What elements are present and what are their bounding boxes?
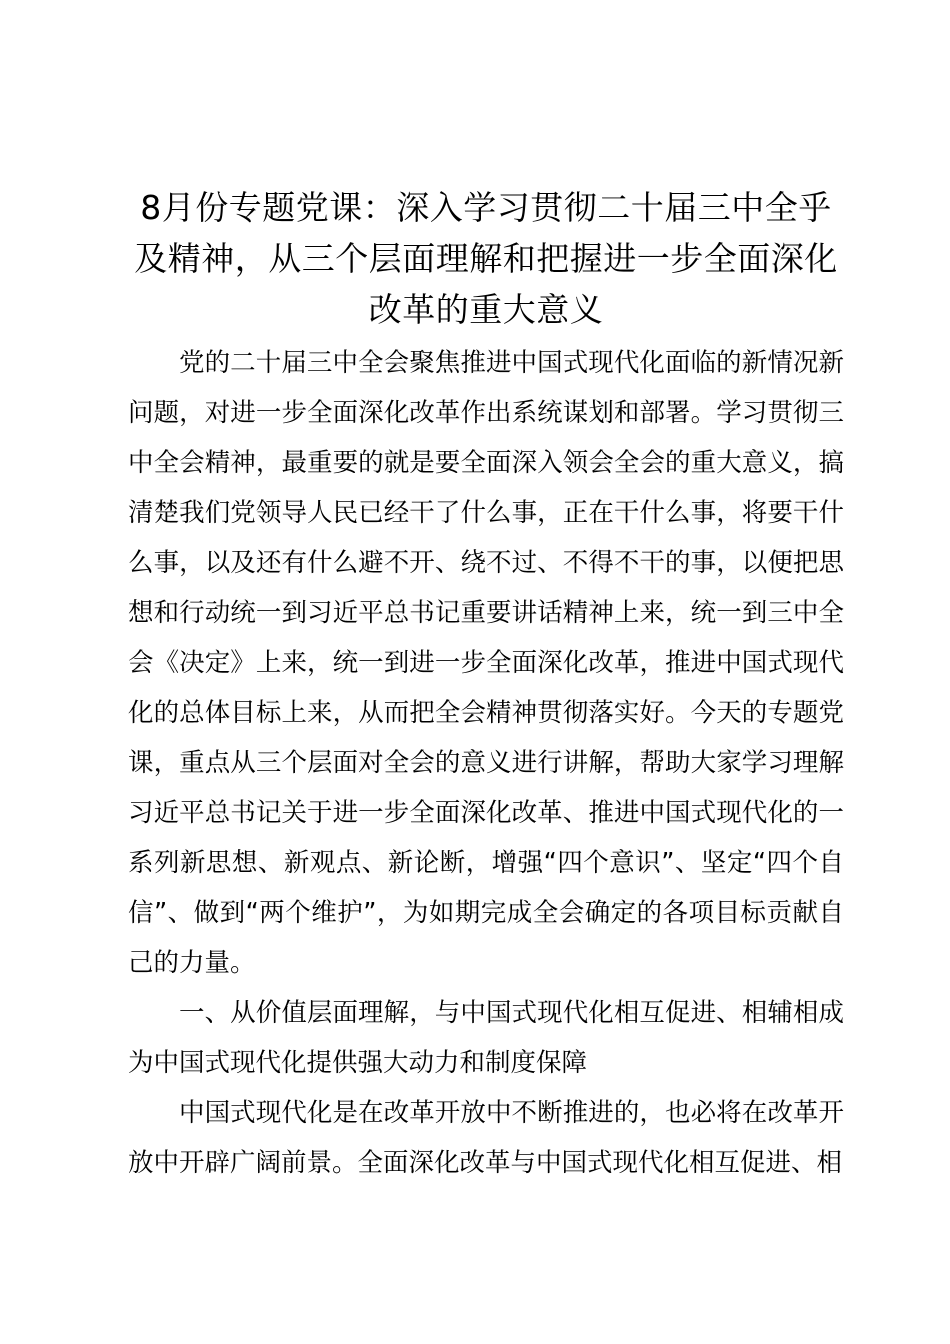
document-title xyxy=(128,182,844,335)
section-paragraph: 中国式现代化是在改革开放中不断推进的，也必将在改革开放中开辟广阔前景。全面深化改革与中国式现代化相互促进、相 xyxy=(128,1098,844,1178)
title-line-1: 8月份专题党课：深入学习贯彻二十届三中全乎 xyxy=(140,188,832,227)
section-heading: 一、从价值层面理解，与中国式现代化相互促进、相辅相成为中国式现代化提供强大动力和制度保障 xyxy=(128,998,844,1078)
intro-paragraph: 党的二十届三中全会聚焦推进中国式现代化面临的新情况新问题，对进一步全面深化改革作出系统谋划和部署。学习贯彻三中全会精神，最重要的就是要全面深入领会全会的重大意义，搞清楚我们党领导人民已经干了什么事，正在干什么事，将要干什么事，以及还有什么避不开、绕不过、不得不干的事，以便把思想和行动统一到习近平总书记重要讲话精神上来，统一到三中全会《决定》上来，统一到进一步全面深化改革，推进中国式现代化的总体目标上来，从而把全会精神贯彻落实好。今天的专题党课，重点从三个层面对全会的意义进行讲解，帮助大家学习理解习近平总书记关于进一步全面深化改革、推进中国式现代化的一系列新思想、新观点、新论断，增强“四个意识”、坚定“四个自信”、做到“两个维护”，为如期完成全会确定的各项目标贡献自己的力量。 xyxy=(128,348,844,978)
title-line-3: 改革的重大意义 xyxy=(368,290,604,329)
document-page xyxy=(128,182,844,1188)
title-line-2: 及精神，从三个层面理解和把握进一步全面深化 xyxy=(134,239,838,278)
